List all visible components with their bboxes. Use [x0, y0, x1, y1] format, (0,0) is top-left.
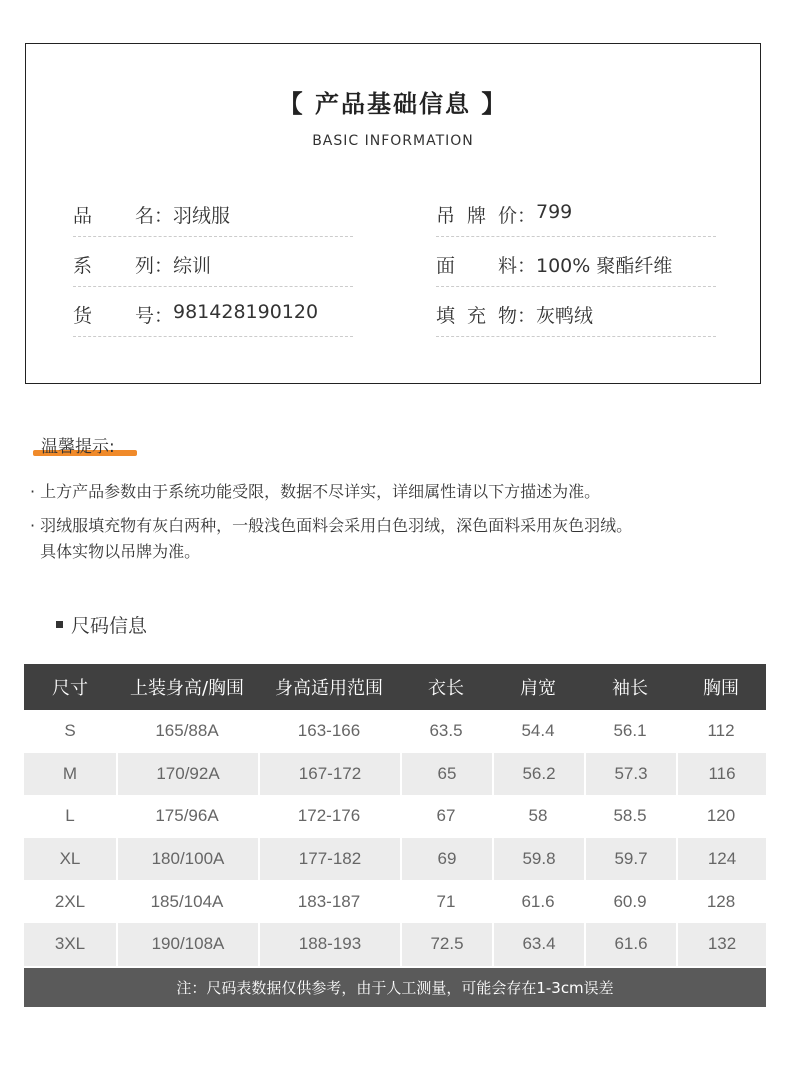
basic-info-subtitle: BASIC INFORMATION — [312, 133, 474, 149]
table-cell: 3XL — [24, 923, 116, 966]
table-cell: 128 — [706, 891, 736, 911]
table-cell: 2XL — [54, 891, 86, 911]
table-cell: 180/100A — [116, 838, 258, 881]
field-item-number — [73, 287, 353, 337]
table-cell: 56.1 — [613, 721, 647, 741]
table-cell: 172-176 — [297, 806, 361, 826]
table-cell: 61.6 — [584, 923, 676, 966]
size-section-title: 尺码信息 — [71, 615, 148, 637]
table-cell: 116 — [676, 753, 766, 796]
table-cell: 188-193 — [258, 923, 400, 966]
field-filling — [436, 287, 716, 337]
table-cell: 124 — [676, 838, 766, 881]
table-cell: 65 — [400, 753, 492, 796]
table-cell: L — [65, 806, 75, 826]
table-cell: S — [64, 721, 76, 741]
field-value: 灰鸭绒 — [536, 305, 594, 327]
column-header: 上装身高/胸围 — [129, 678, 245, 699]
table-cell: 170/92A — [116, 753, 258, 796]
basic-info-title: 【 产品基础信息 】 — [278, 90, 508, 118]
table-cell: 165/88A — [155, 721, 219, 741]
column-header: 肩宽 — [520, 678, 556, 699]
table-cell: 72.5 — [400, 923, 492, 966]
table-row — [24, 880, 766, 923]
table-cell: 132 — [676, 923, 766, 966]
table-cell: 67 — [436, 806, 456, 826]
table-cell: 59.8 — [492, 838, 584, 881]
field-label: 品 名： — [73, 205, 173, 227]
table-cell: 56.2 — [492, 753, 584, 796]
table-row — [24, 710, 766, 753]
table-cell: M — [24, 753, 116, 796]
field-label: 系 列： — [73, 255, 173, 277]
table-row — [24, 838, 766, 881]
table-cell: 69 — [400, 838, 492, 881]
basic-info-panel — [25, 43, 761, 384]
field-label: 填 充 物： — [436, 305, 536, 327]
column-header: 尺寸 — [52, 678, 88, 699]
table-cell: 167-172 — [258, 753, 400, 796]
table-cell: 190/108A — [116, 923, 258, 966]
table-cell: 112 — [707, 721, 735, 741]
table-header-row — [24, 664, 766, 710]
column-header: 胸围 — [703, 678, 739, 699]
table-row — [24, 753, 766, 796]
size-table-note: 注：尺码表数据仅供参考，由于人工测量，可能会存在1-3cm误差 — [24, 968, 766, 1007]
table-cell: 120 — [706, 806, 736, 826]
field-value: 100% 聚酯纤维 — [536, 255, 673, 277]
field-label: 面 料： — [436, 255, 536, 277]
table-cell: 58 — [528, 806, 548, 826]
square-bullet-icon — [56, 621, 63, 628]
tips-heading: 温馨提示: — [41, 437, 115, 457]
field-series — [73, 237, 353, 287]
table-cell: 63.5 — [429, 721, 463, 741]
table-cell: 63.4 — [492, 923, 584, 966]
field-value: 综训 — [173, 255, 212, 277]
table-row — [24, 795, 766, 838]
table-cell: 61.6 — [521, 891, 555, 911]
table-cell: 175/96A — [155, 806, 219, 826]
table-cell: 177-182 — [258, 838, 400, 881]
table-cell: 71 — [436, 891, 456, 911]
field-value: 799 — [536, 201, 573, 223]
table-cell: 185/104A — [150, 891, 224, 911]
tip-line: 具体实物以吊牌为准。 — [30, 542, 201, 561]
field-label: 吊 牌 价： — [436, 205, 536, 227]
table-cell: 57.3 — [584, 753, 676, 796]
table-cell: 54.4 — [521, 721, 555, 741]
size-table — [24, 664, 766, 966]
field-fabric — [436, 237, 716, 287]
field-value: 981428190120 — [173, 301, 319, 323]
size-section-heading — [56, 611, 147, 638]
table-row — [24, 923, 766, 966]
table-cell: 58.5 — [613, 806, 647, 826]
column-header: 袖长 — [612, 678, 648, 699]
field-value: 羽绒服 — [173, 205, 231, 227]
field-label: 货 号： — [73, 305, 173, 327]
tip-line: · 羽绒服填充物有灰白两种，一般浅色面料会采用白色羽绒，深色面料采用灰色羽绒。 — [30, 516, 633, 535]
table-cell: 60.9 — [613, 891, 647, 911]
table-cell: 59.7 — [584, 838, 676, 881]
field-product-name — [73, 187, 353, 237]
column-header: 身高适用范围 — [275, 678, 383, 699]
table-cell: 183-187 — [297, 891, 361, 911]
table-cell: 163-166 — [297, 721, 361, 741]
field-tag-price — [436, 187, 716, 237]
table-cell: XL — [24, 838, 116, 881]
tip-line: · 上方产品参数由于系统功能受限，数据不尽详实，详细属性请以下方描述为准。 — [30, 482, 601, 501]
column-header: 衣长 — [428, 678, 464, 699]
